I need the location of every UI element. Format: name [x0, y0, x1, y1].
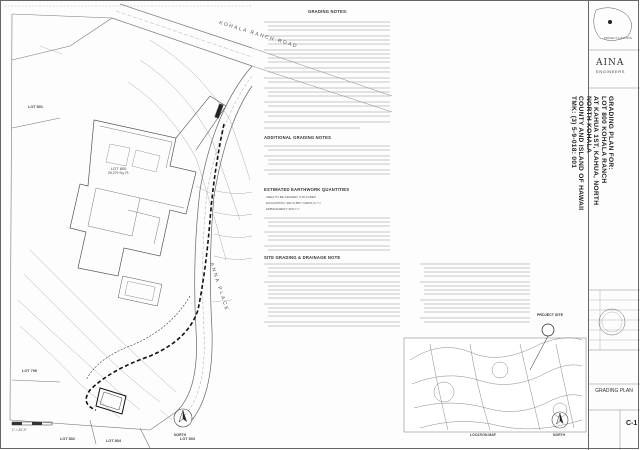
- lot-label: [108, 166, 129, 175]
- quantity-line: AREA TO BE GRADED: 0.36 ACRES: [266, 195, 316, 199]
- neighbor-lot-label: LOT 801: [28, 105, 43, 109]
- lot-title: LOT 800: [110, 166, 127, 171]
- title-line: COUNTY AND ISLAND OF HAWAII: [577, 96, 585, 211]
- neighbor-lot-label: LOT 804: [106, 439, 121, 443]
- estimated-quantities-heading: ESTIMATED EARTHWORK QUANTITIES: [264, 187, 350, 192]
- title-line: AT KAHUA 1ST, KAHUA, NORTH: [592, 96, 600, 206]
- title-line: GRADING PLAN FOR:: [607, 96, 614, 170]
- title-line: NORTH KOHALA: [584, 96, 592, 154]
- firm-name: AINA: [596, 58, 625, 68]
- grading-notes-heading: GRADING NOTES:: [308, 9, 348, 14]
- project-location-label: PROJECT LOCATION: [604, 36, 632, 40]
- site-notes-heading: SITE GRADING & DRAINAGE NOTE: [264, 255, 341, 260]
- notes-column: [252, 0, 590, 450]
- neighbor-lot-label: LOT 802: [60, 437, 75, 441]
- location-map-label: LOCATION MAP: [470, 433, 496, 437]
- scale-text: 1" = 20'-0": [12, 428, 27, 432]
- north-label-map: NORTH: [553, 433, 566, 437]
- quantity-line: EXCAVATION: 390 CUBIC YARDS (C.Y.): [266, 201, 321, 205]
- lot-area: 26,279 Sq. Ft.: [108, 171, 130, 175]
- project-site-label: PROJECT SITE: [537, 313, 563, 317]
- road-label: KOHALA RANCH ROAD: [218, 20, 299, 50]
- title-line: LOT 800 KOHALA RANCH: [599, 96, 607, 184]
- neighbor-lot-label: LOT 803: [180, 437, 195, 441]
- street-label: ANNA PLACE: [208, 262, 230, 313]
- sheet-title: GRADING PLAN: [595, 388, 633, 394]
- project-title-text: [570, 96, 614, 210]
- north-label: NORTH: [174, 433, 187, 437]
- firm-subtitle: ENGINEERS: [596, 69, 625, 74]
- additional-notes-heading: ADDITIONAL GRADING NOTES: [264, 135, 332, 140]
- title-line: TMK: (3) 5-9-018: 001: [569, 96, 577, 169]
- neighbor-lot-label: LOT 799: [22, 369, 37, 373]
- sheet-number: C-1: [626, 420, 638, 427]
- quantity-line: EMBANKMENT: 390 C.Y.: [266, 207, 300, 211]
